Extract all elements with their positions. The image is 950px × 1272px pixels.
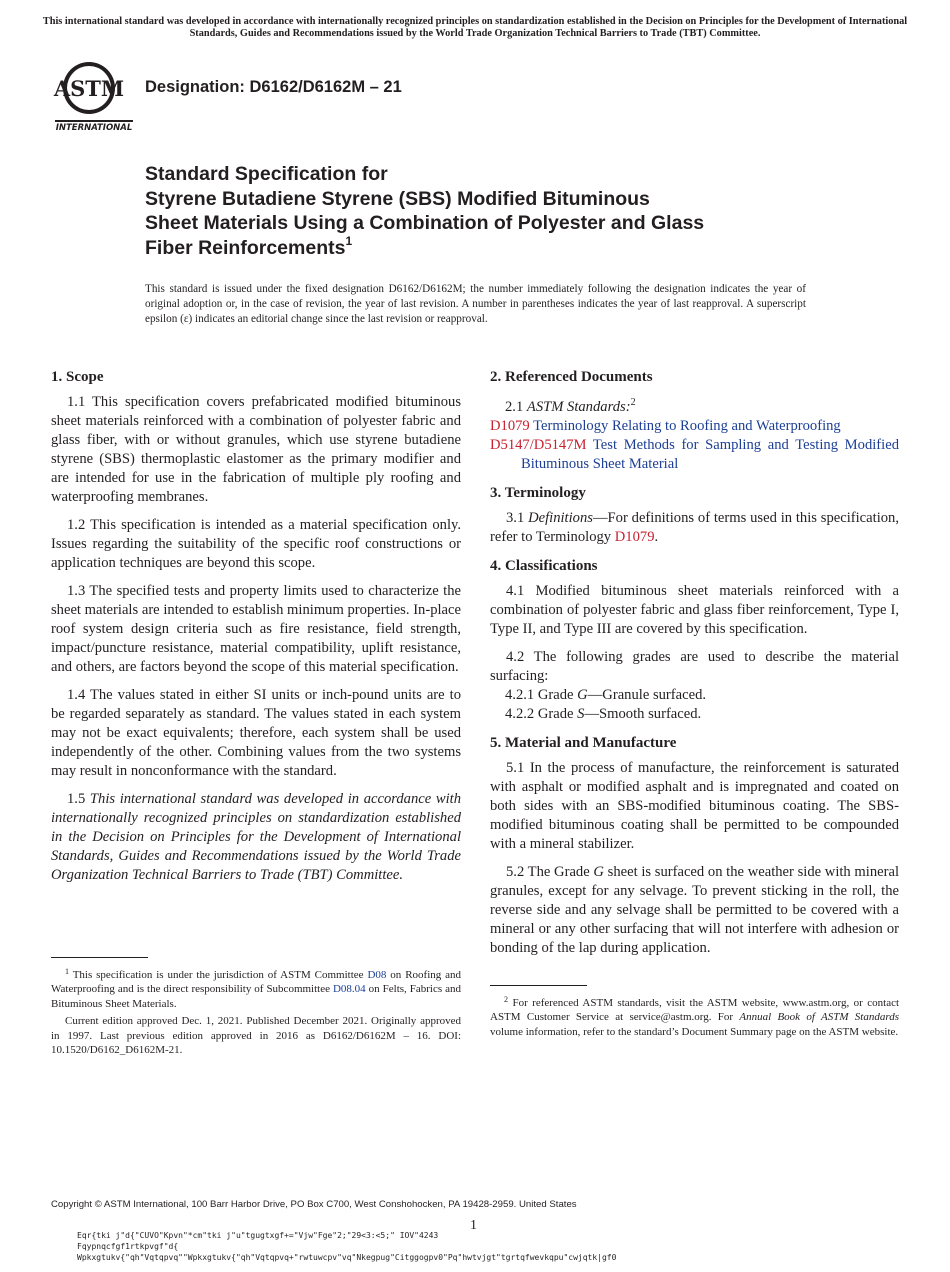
footnote-1 xyxy=(51,968,461,1060)
grade-g-num: 4.2.1 Grade xyxy=(505,686,574,703)
footnote-1-text-c: on Felts, Fabrics and Bituminous Sheet Materials. xyxy=(51,983,462,1010)
section-4-heading: 4. Classifications xyxy=(490,557,598,574)
para-4-2: 4.2 The following grades are used to describe the material surfacing: xyxy=(490,648,899,684)
section-5-heading: 5. Material and Manufacture xyxy=(490,734,677,751)
para-3-1-text: —For definitions of terms used in this specification, refer to Terminology xyxy=(490,509,899,545)
wto-notice: This international standard was developed in accordance with internationally recognized principles on standardization established in the Decision on Principles for the Development of International Standards, Guides and Recommendations issued by the World Trade Organization Technical Barriers to Trade (TBT) Committee. xyxy=(42,16,908,40)
footnote-2 xyxy=(490,996,899,1042)
grade-g-text: —Granule surfaced. xyxy=(587,686,707,703)
title-line-3: Sheet Materials Using a Combination of Polyester and Glass xyxy=(145,212,705,234)
footnote-2-text-b: volume information, refer to the standard’s Document Summary page on the ASTM website. xyxy=(490,1025,899,1038)
footnote-2-italic: Annual Book of ASTM Standards xyxy=(739,1011,900,1024)
para-2-1-num: 2.1 xyxy=(505,398,524,415)
para-4-2-2 xyxy=(490,705,899,724)
title-line-2: Styrene Butadiene Styrene (SBS) Modified Bituminous xyxy=(145,187,650,210)
link-d08[interactable]: D08 xyxy=(367,969,387,981)
footnote-1-text-a: This specification is under the jurisdiction of ASTM Committee xyxy=(72,969,364,981)
grade-s-text: —Smooth surfaced. xyxy=(584,705,702,722)
para-4-1: 4.1 Modified bituminous sheet materials reinforced with a combination of polyester fabric and glass fiber reinforcement, Type I, Type II, and Type III are covered by this specification. xyxy=(490,582,899,637)
link-d08-04[interactable]: D08.04 xyxy=(332,983,366,996)
para-1-5 xyxy=(51,790,461,885)
para-5-1: 5.1 In the process of manufacture, the reinforcement is saturated with asphalt or modified asphalt and is impregnated and coated on both sides with an SBS-modified bituminous coating. The SBS-modified bituminous coating shall be permitted to be compounded with a mineral stabilizer. xyxy=(490,759,899,852)
license-line-1: Eqr{tki j"d{"CUVO"Kpvn"*cm"tki j"u"tgugtxgf+="Vjw"Fge"2;"29<3:<5;" IOV"4243 xyxy=(77,1231,439,1240)
ref-d1079-title[interactable]: Terminology Relating to Roofing and Waterproofing xyxy=(533,417,841,434)
ref-d5147-title[interactable]: Test Methods for Sampling and Testing Modified Bituminous Sheet Material xyxy=(521,436,899,472)
section-3-heading: 3. Terminology xyxy=(490,484,586,501)
section-2-heading: 2. Referenced Documents xyxy=(490,369,653,385)
footnote-divider-right xyxy=(490,985,587,986)
astm-logo xyxy=(53,58,135,132)
para-5-2-a: 5.2 The Grade xyxy=(506,863,590,880)
footnote-2-text-a: For referenced ASTM standards, visit the ASTM website, www.astm.org, or contact ASTM Customer Service at service@astm.org. For xyxy=(490,997,900,1024)
license-line-2: Fqypnqcfgf1rtkpvgf"d{ xyxy=(77,1242,179,1251)
title-line-1: Standard Specification for xyxy=(145,163,388,185)
logo-text: ASTM xyxy=(53,76,125,101)
page-number: 1 xyxy=(470,1218,477,1233)
reference-d5147[interactable] xyxy=(490,436,899,474)
para-3-1-end: . xyxy=(654,528,659,545)
footnote-divider-left xyxy=(51,957,148,958)
left-column xyxy=(51,367,461,894)
logo-subtext: INTERNATIONAL xyxy=(55,123,133,132)
para-5-2-b: sheet is surfaced on the weather side with mineral granules, except for any selvage. To prevent sticking in the roll, the reverse side and any selvage shall be permitted to be covered with a mineral or any other surfacing that will not interfere with adhesion or bonding of the lap during application. xyxy=(490,863,899,956)
para-1-2: 1.2 This specification is intended as a material specification only. Issues regarding the suitability of the specific roof constructions or application techniques are beyond this scope. xyxy=(51,517,461,571)
astm-logo-mark xyxy=(53,58,135,132)
section-1-heading: 1. Scope xyxy=(51,369,104,385)
footnote-2-mark: 2 xyxy=(504,995,508,1004)
footnote-1-edition: Current edition approved Dec. 1, 2021. Published December 2021. Originally approved in 1997. Last previous edition approved in 2016 as D6162/D6162M – 16. DOI: 10.1520/D6162_D6162M-21. xyxy=(51,1015,461,1057)
para-1-5-text: This international standard was developed in accordance with internationally recognized principles on standardization established in the Decision on Principles for the Development of International Standards, Guides and Recommendations issued by the World Trade Organization Technical Barriers to Trade (TBT) Committee. xyxy=(51,791,462,883)
para-2-1 xyxy=(490,393,899,417)
title-line-4: Fiber Reinforcements xyxy=(145,236,346,259)
footnote-1-text-b: on Roofing and Waterproofing and is the direct responsibility of Subcommittee xyxy=(51,969,462,996)
para-5-2-letter: G xyxy=(593,863,604,880)
grade-g-letter: G xyxy=(577,686,588,703)
copyright: Copyright © ASTM International, 100 Barr Harbor Drive, PO Box C700, West Conshohocken, PA 19428-2959. United States xyxy=(51,1199,577,1210)
designation: Designation: D6162/D6162M – 21 xyxy=(145,78,402,96)
grade-s-letter: S xyxy=(577,705,585,722)
para-3-1 xyxy=(490,509,899,547)
para-1-3: 1.3 The specified tests and property limits used to characterize the sheet materials are intended to establish minimum properties. In-place roof system design criteria such as fire resistance, field strength, impact/puncture resistance, material compatibility, uplift resistance, and others, are factors beyond the scope of this material specification. xyxy=(51,583,461,675)
para-3-1-term: Definitions xyxy=(528,509,593,526)
para-2-1-label: ASTM Standards: xyxy=(526,398,631,415)
reference-d1079[interactable] xyxy=(490,417,899,436)
ref-d5147-code[interactable]: D5147/D5147M xyxy=(490,436,587,453)
para-2-1-footnote-mark: 2 xyxy=(630,397,636,408)
footnote-1-mark: 1 xyxy=(65,967,69,976)
para-4-2-1 xyxy=(490,686,899,705)
para-3-1-num: 3.1 xyxy=(506,509,525,526)
license-stamp xyxy=(77,1230,616,1263)
link-d1079[interactable]: D1079 xyxy=(614,528,655,545)
document-title xyxy=(145,162,845,260)
license-line-3: Wpkxgtukv{"qh"Vqtqpvq""Wpkxgtukv{"qh"Vqtqpvq+"rwtuwcpv"vq"Nkegpug"Citggogpv0"Pq"hwtvjgt"tgrtqfwevkqpu"cwjqtk|gf0 xyxy=(77,1253,617,1262)
standard-notice: This standard is issued under the fixed designation D6162/D6162M; the number immediately following the designation indicates the year of original adoption or, in the case of revision, the year of last revision. A number in parentheses indicates the year of last reapproval. A superscript epsilon (ε) indicates an editorial change since the last revision or reapproval. xyxy=(145,283,806,325)
ref-d1079-code[interactable]: D1079 xyxy=(490,417,530,434)
para-5-2 xyxy=(490,863,899,958)
grade-s-num: 4.2.2 Grade xyxy=(505,705,574,722)
para-1-5-num: 1.5 xyxy=(67,791,86,807)
para-1-4: 1.4 The values stated in either SI units or inch-pound units are to be regarded separately as standard. The values stated in each system may not be exact equivalents; therefore, each system shall be used independently of the other. Combining values from the two systems may result in nonconformance with the standard. xyxy=(51,687,461,779)
title-footnote-mark: 1 xyxy=(345,233,353,248)
right-column xyxy=(490,367,899,967)
para-1-1: 1.1 This specification covers prefabricated modified bituminous sheet materials reinforced with a combination of polyester fabric and glass fiber, with or without granules, which use styrene butadiene styrene (SBS) thermoplastic elastomer as the primary modifier and are intended for use in the fabrication of multiple ply roofing and waterproofing membranes. xyxy=(51,394,461,505)
